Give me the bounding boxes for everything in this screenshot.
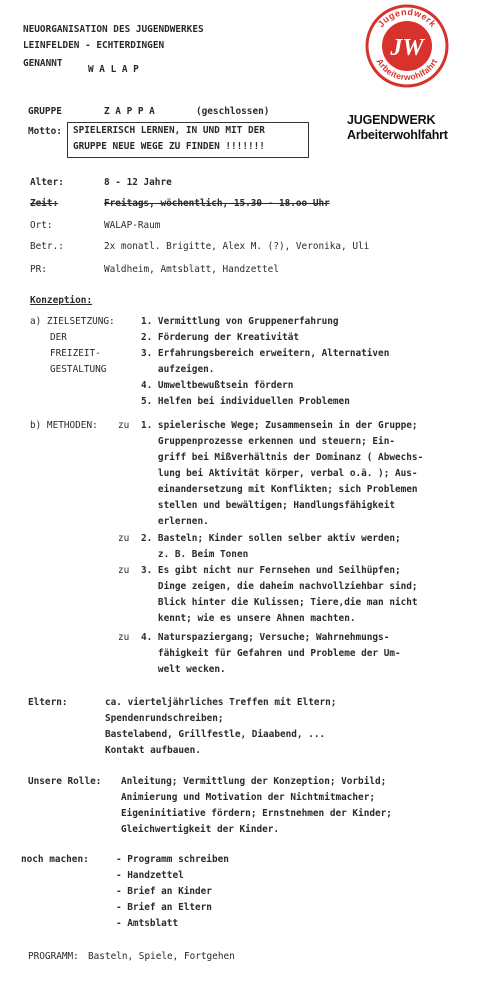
list-item: 3. Es gibt nicht nur Fernsehen und Seilhüpfen;	[141, 565, 401, 576]
konzeption-heading: Konzeption:	[30, 295, 93, 306]
zu-prefix: zu	[118, 420, 130, 431]
info-value-ort: WALAP-Raum	[104, 220, 161, 231]
list-item-continuation: lung bei Aktivität körper, verbal o.ä. ); Aus-	[141, 468, 418, 479]
gruppe-status: (geschlossen)	[196, 106, 270, 117]
list-item: Spendenrundschreiben;	[105, 713, 224, 724]
header-line-2: LEINFELDEN - ECHTERDINGEN	[23, 40, 165, 51]
list-item: 1. spielerische Wege; Zusammensein in der Gruppe;	[141, 420, 418, 431]
jugendwerk-logo	[365, 4, 449, 88]
programm-label: PROGRAMM:	[28, 951, 79, 962]
list-item-continuation: aufzeigen.	[141, 364, 215, 375]
info-label-pr: PR:	[30, 264, 47, 275]
info-label-ort: Ort:	[30, 220, 53, 231]
rolle-label: Unsere Rolle:	[28, 776, 102, 787]
list-item-continuation: griff bei Mißverhältnis der Dominanz ( Abwechs-	[141, 452, 424, 463]
list-item-continuation: welt wecken.	[141, 664, 226, 675]
list-item: 4. Umweltbewußtsein fördern	[141, 380, 294, 391]
list-item: - Handzettel	[116, 870, 184, 881]
list-item-continuation: Blick hinter die Kulissen; Tiere,die man nicht	[141, 597, 418, 608]
list-item-continuation: fähigkeit für Gefahren und Probleme der Um-	[141, 648, 401, 659]
zu-prefix: zu	[118, 533, 130, 544]
list-item: Kontakt aufbauen.	[105, 745, 201, 756]
info-label-betr: Betr.:	[30, 241, 64, 252]
programm-value: Basteln, Spiele, Fortgehen	[88, 951, 235, 962]
list-item: - Programm schreiben	[116, 854, 229, 865]
list-item-continuation: erlernen.	[141, 516, 209, 527]
motto-line-2: GRUPPE NEUE WEGE ZU FINDEN !!!!!!!	[73, 141, 265, 152]
zu-prefix: zu	[118, 632, 130, 643]
header-label: GENANNT	[23, 58, 63, 69]
list-item: 2. Basteln; Kinder sollen selber aktiv werden;	[141, 533, 401, 544]
list-item: - Amtsblatt	[116, 918, 179, 929]
list-item: ca. vierteljährliches Treffen mit Eltern;	[105, 697, 337, 708]
list-item-continuation: Dinge zeigen, die daheim nachvollziehbar sind;	[141, 581, 418, 592]
list-item: 3. Erfahrungsbereich erweitern, Alternativen	[141, 348, 390, 359]
info-value-pr: Waldheim, Amtsblatt, Handzettel	[104, 264, 279, 275]
list-item: Eigeninitiative fördern; Ernstnehmen der Kinder;	[121, 808, 392, 819]
list-item: 4. Naturspaziergang; Versuche; Wahrnehmungs-	[141, 632, 390, 643]
list-item: Gleichwertigkeit der Kinder.	[121, 824, 280, 835]
zielsetzung-sublabel: FREIZEIT-	[50, 348, 101, 359]
header-walap-name: W A L A P	[88, 64, 139, 75]
list-item: 5. Helfen bei individuellen Problemen	[141, 396, 350, 407]
logo-bottom-text: Arbeiterwohlfahrt	[374, 56, 440, 83]
list-item: 2. Förderung der Kreativität	[141, 332, 300, 343]
list-item-continuation: einandersetzung mit Konflikten; sich Problemen	[141, 484, 418, 495]
list-item-continuation: stellen und bewältigen; Handlungsfähigkeit	[141, 500, 395, 511]
motto-line-1: SPIELERISCH LERNEN, IN UND MIT DER	[73, 125, 265, 136]
motto-label: Motto:	[28, 126, 62, 137]
zielsetzung-sublabel: DER	[50, 332, 67, 343]
list-item: 1. Vermittlung von Gruppenerfahrung	[141, 316, 339, 327]
info-label-zeit: Zeit:	[30, 198, 59, 209]
zu-prefix: zu	[118, 565, 130, 576]
gruppe-label: GRUPPE	[28, 106, 62, 117]
info-value-betr: 2x monatl. Brigitte, Alex M. (?), Veronika, Uli	[104, 241, 370, 252]
list-item: Bastelabend, Grillfestle, Diaabend, ...	[105, 729, 326, 740]
list-item: Animierung und Motivation der Nichtmitmacher;	[121, 792, 375, 803]
list-item: Anleitung; Vermittlung der Konzeption; Vorbild;	[121, 776, 387, 787]
eltern-label: Eltern:	[28, 697, 68, 708]
info-label-alter: Alter:	[30, 177, 64, 188]
logo-top-text: Jugendwerk	[375, 6, 439, 30]
list-item-continuation: kennt; wie es unsere Ahnen machten.	[141, 613, 356, 624]
brand-line-1: JUGENDWERK	[347, 113, 436, 127]
list-item-continuation: z. B. Beim Tonen	[141, 549, 249, 560]
info-value-zeit: Freitags, wöchentlich, 15.30 - 18.oo Uhr	[104, 198, 330, 209]
list-item: - Brief an Kinder	[116, 886, 212, 897]
methoden-label: b) METHODEN:	[30, 420, 98, 431]
logo-monogram: JW	[390, 35, 424, 61]
list-item: - Brief an Eltern	[116, 902, 212, 913]
brand-line-2: Arbeiterwohlfahrt	[347, 128, 448, 142]
list-item-continuation: Gruppenprozesse erkennen und steuern; Ein-	[141, 436, 395, 447]
zielsetzung-label: a) ZIELSETZUNG:	[30, 316, 115, 327]
header-line-1: NEUORGANISATION DES JUGENDWERKES	[23, 24, 204, 35]
todo-label: noch machen:	[21, 854, 89, 865]
zielsetzung-sublabel: GESTALTUNG	[50, 364, 107, 375]
info-value-alter: 8 - 12 Jahre	[104, 177, 172, 188]
gruppe-name: Z A P P A	[104, 106, 155, 117]
